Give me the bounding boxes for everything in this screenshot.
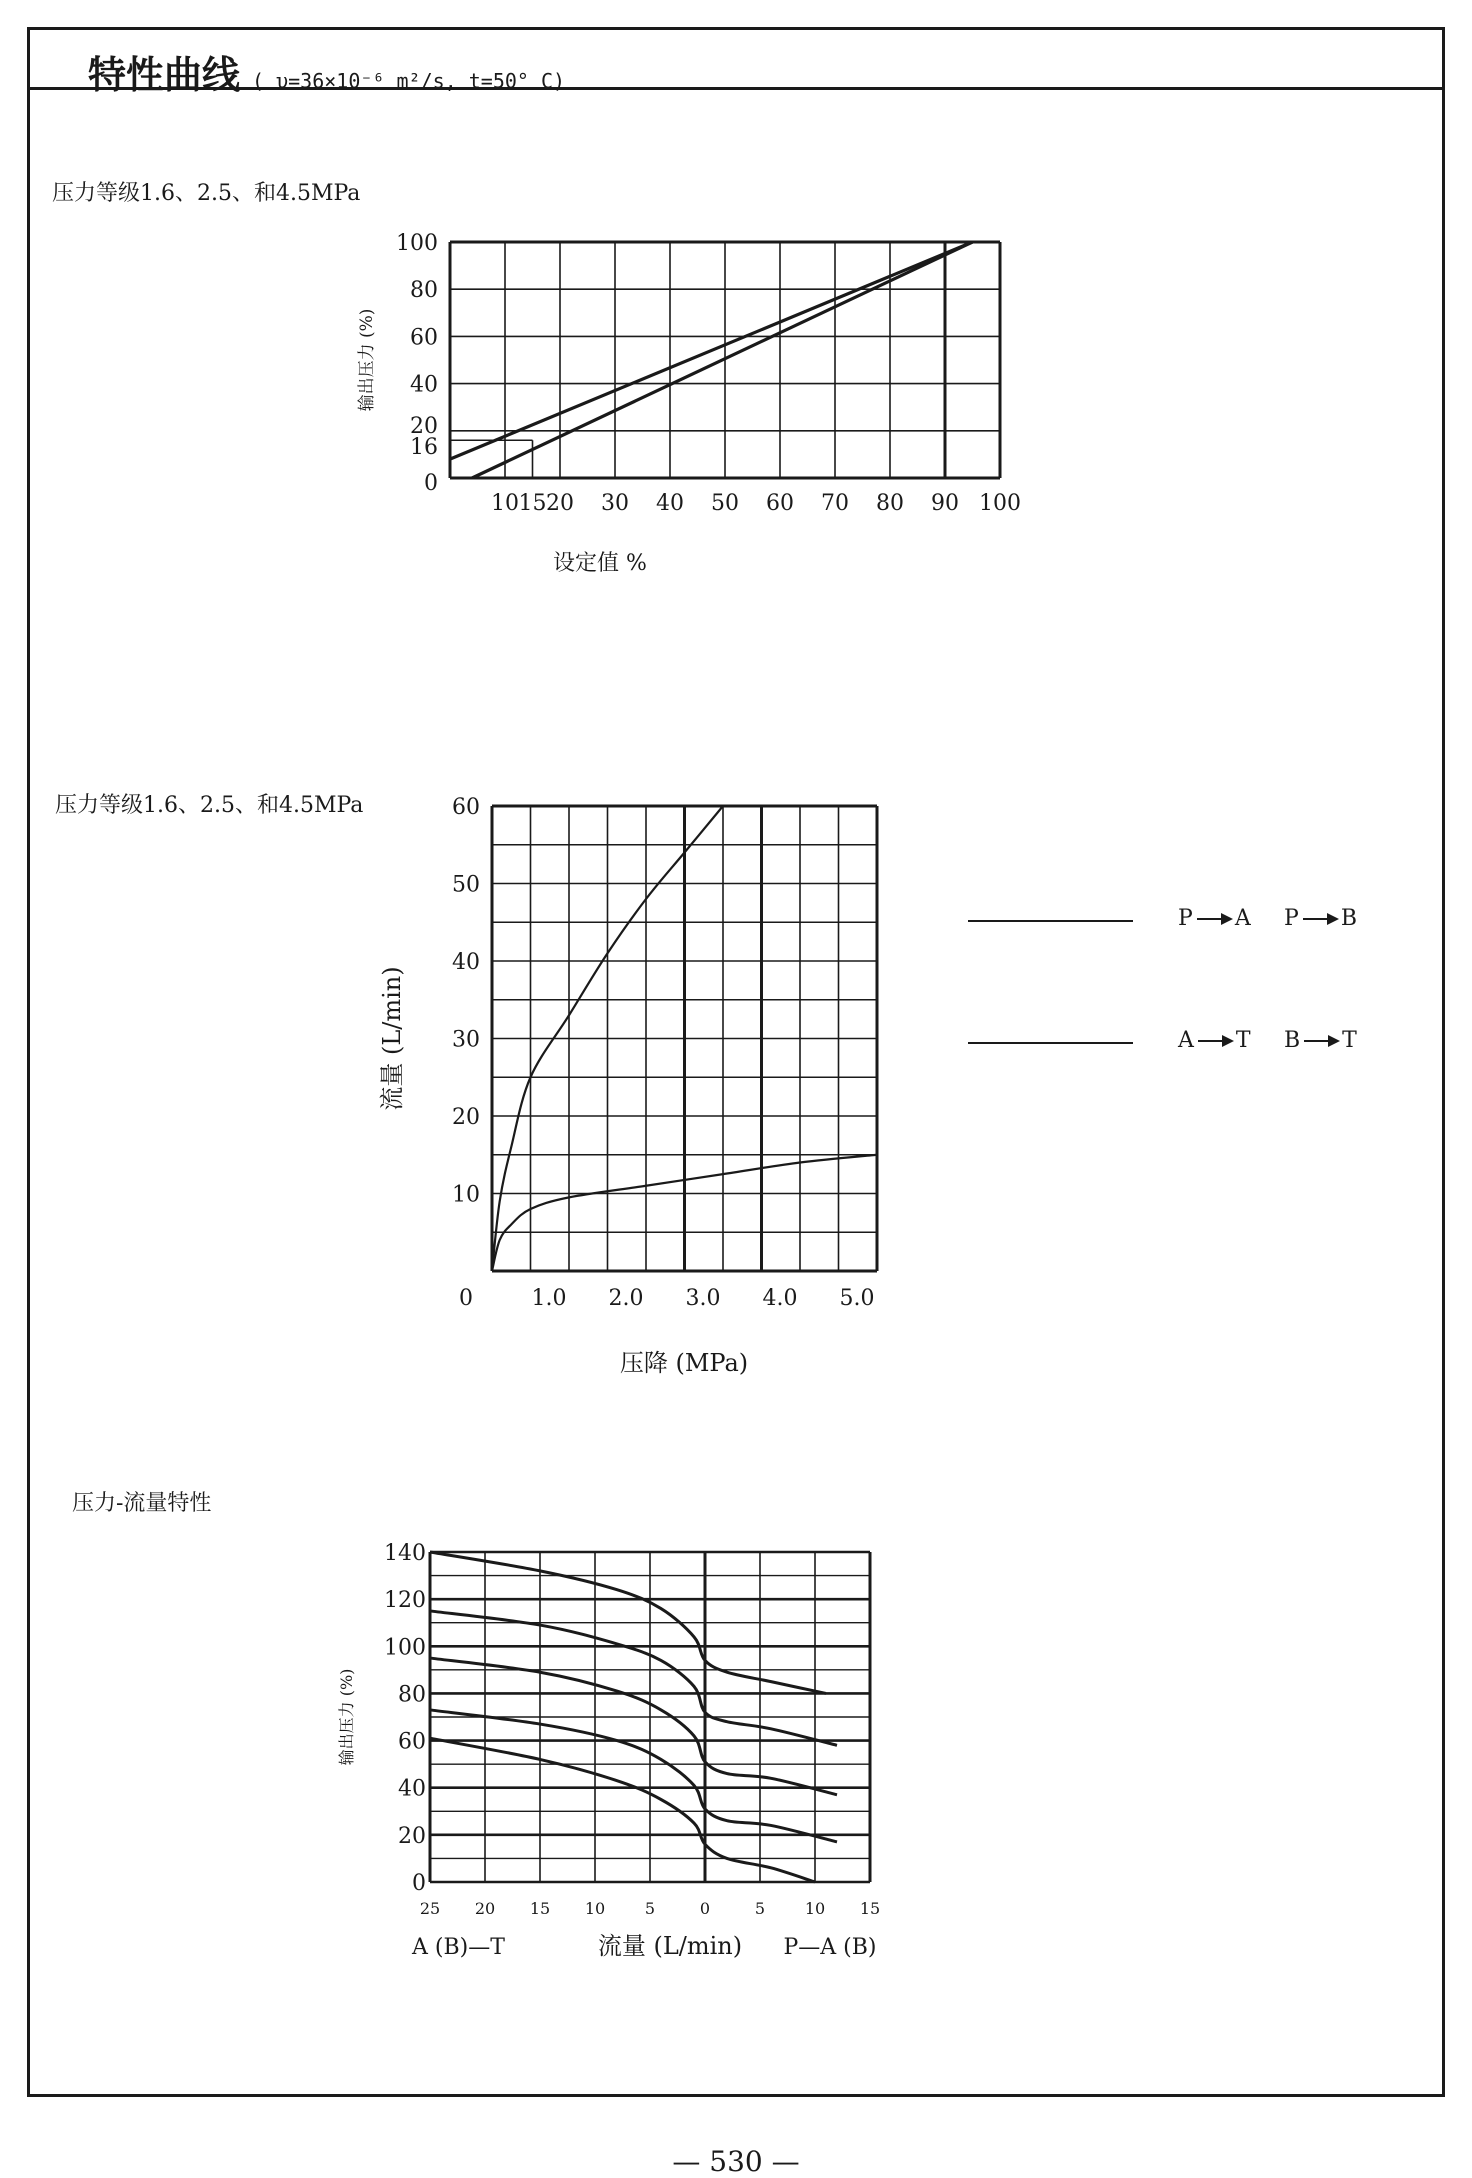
legend-from: A: [1178, 1028, 1194, 1053]
x-tick-label: 4.0: [762, 1286, 798, 1311]
arrow-icon: [1304, 1040, 1338, 1042]
legend: [968, 900, 1388, 1080]
y-tick-label: 10: [452, 1182, 480, 1208]
legend-item-a-t: [1178, 1028, 1251, 1053]
x-tick-label: 3.0: [685, 1286, 721, 1311]
page-header: [88, 44, 565, 99]
y-tick-label: 50: [452, 872, 480, 898]
x-tick-label: 40: [656, 491, 684, 516]
y-axis-title: 输出压力 (%): [357, 308, 377, 412]
series-line-upper: [450, 242, 973, 459]
x-tick-label: 0: [699, 1899, 711, 1918]
y-tick-label: 100: [384, 1635, 426, 1661]
x-tick-label: 5: [644, 1899, 656, 1918]
arrow-icon: [1303, 918, 1337, 920]
y-tick-label: 20: [452, 1105, 480, 1130]
y-axis-title: 输出压力 (%): [337, 1668, 356, 1766]
x-tick-label: 5.0: [839, 1286, 875, 1311]
y-tick-label: 60: [452, 795, 480, 820]
x-tick-label: 0: [459, 1286, 473, 1311]
legend-line: [968, 1042, 1133, 1044]
section-1-label: 压力等级1.6、2.5、和4.5MPa: [52, 181, 361, 206]
x-tick-label: 15: [859, 1899, 881, 1918]
chart-setpoint-vs-output: [340, 230, 1040, 600]
y-tick-label: 20: [398, 1823, 426, 1849]
y-tick-label: 0: [424, 471, 438, 496]
x-left-label: A (B)—T: [412, 1935, 505, 1960]
x-tick-label: 2.0: [608, 1286, 644, 1311]
y-tick-label: 80: [410, 278, 438, 304]
x-tick-label: 1.0: [531, 1286, 567, 1311]
series-line-curve-3: [430, 1658, 837, 1795]
x-tick-label: 10: [804, 1899, 826, 1918]
test-condition: ( υ=36×10⁻⁶ m²/s, t=50° C): [252, 69, 566, 93]
x-tick-label: 15: [518, 491, 547, 516]
x-tick-label: 60: [766, 491, 794, 516]
x-tick-label: 30: [601, 491, 629, 516]
x-tick-label: 90: [931, 491, 959, 516]
y-tick-label: 140: [384, 1541, 426, 1566]
page-title: 特性曲线: [88, 53, 241, 97]
x-tick-label: 20: [546, 491, 574, 516]
legend-row-p: [968, 900, 1388, 940]
y-tick-label: 16: [410, 435, 438, 461]
section-2-label: 压力等级1.6、2.5、和4.5MPa: [55, 793, 364, 818]
legend-line: [968, 920, 1133, 922]
x-tick-label: 25: [419, 1899, 441, 1918]
x-axis-title: 流量 (L/min): [597, 1932, 743, 1960]
legend-from: P: [1178, 906, 1193, 931]
y-tick-label: 40: [398, 1776, 426, 1802]
legend-from: P: [1284, 906, 1299, 931]
y-axis-title: 流量 (L/min): [378, 966, 406, 1111]
x-tick-label: 20: [474, 1899, 496, 1918]
x-tick-label: 100: [979, 491, 1021, 516]
arrow-icon: [1198, 1040, 1232, 1042]
legend-to: T: [1235, 1028, 1251, 1053]
page-number: — 530 —: [672, 2145, 800, 2178]
section-3-label: 压力-流量特性: [72, 1491, 212, 1516]
y-tick-label: 20: [410, 413, 438, 439]
x-tick-label: 80: [876, 491, 904, 516]
x-right-label: P—A (B): [783, 1935, 877, 1960]
chart-pressure-flow: [320, 1530, 920, 1970]
series-line-curve-5: [430, 1738, 815, 1882]
legend-to: B: [1340, 906, 1357, 931]
y-tick-label: 40: [452, 950, 480, 975]
legend-item-p-b: [1284, 906, 1357, 931]
legend-from: B: [1284, 1028, 1301, 1053]
y-tick-label: 60: [410, 325, 438, 351]
y-tick-label: 30: [452, 1027, 480, 1053]
legend-item-b-t: [1284, 1028, 1357, 1053]
x-axis-title: 设定值 %: [553, 551, 647, 576]
chart-flow-vs-pressure-drop: [360, 790, 920, 1380]
legend-to: T: [1342, 1028, 1357, 1053]
legend-row-t: [968, 1022, 1388, 1062]
y-tick-label: 60: [398, 1729, 426, 1755]
x-tick-label: 10: [491, 491, 519, 516]
legend-to: A: [1234, 906, 1251, 931]
y-tick-label: 120: [384, 1588, 426, 1614]
series-line-curve-2: [430, 1611, 837, 1745]
series-line-lower: [472, 242, 973, 478]
arrow-icon: [1197, 918, 1231, 920]
y-tick-label: 0: [412, 1871, 426, 1896]
y-tick-label: 40: [410, 372, 438, 398]
y-tick-label: 80: [398, 1682, 426, 1708]
y-tick-label: 100: [396, 231, 438, 256]
x-tick-label: 5: [754, 1899, 766, 1918]
x-tick-label: 50: [711, 491, 739, 516]
x-tick-label: 15: [529, 1899, 551, 1918]
x-tick-label: 70: [821, 491, 849, 516]
x-axis-title: 压降 (MPa): [619, 1349, 749, 1377]
legend-item-p-a: [1178, 906, 1251, 931]
x-tick-label: 10: [584, 1899, 606, 1918]
